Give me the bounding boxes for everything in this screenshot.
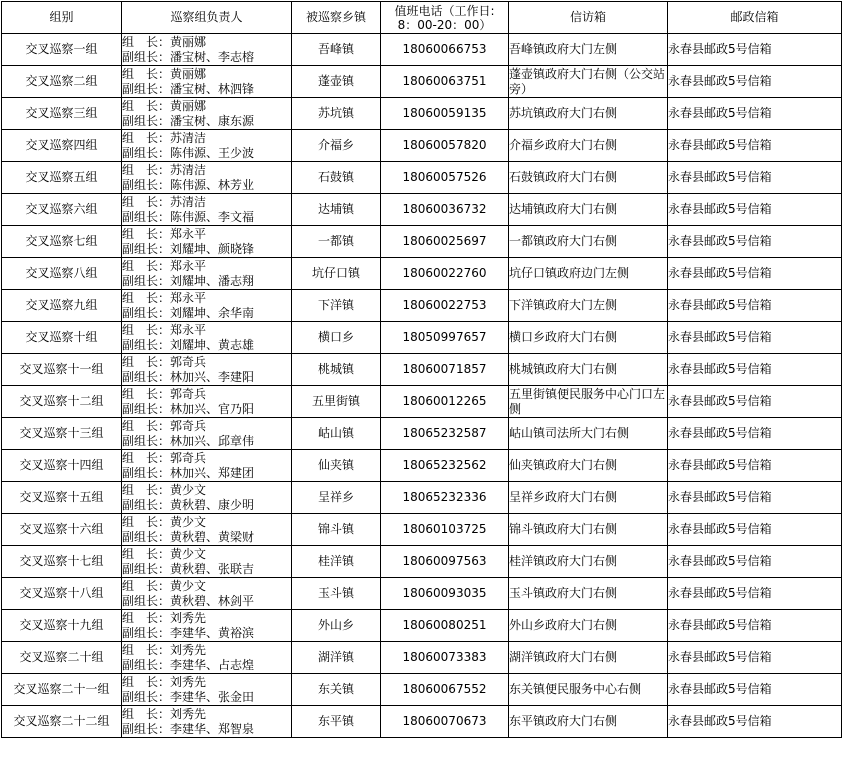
leader-name: 组 长：黄少文 bbox=[122, 578, 207, 593]
town-cell: 东平镇 bbox=[292, 706, 381, 738]
visit-box-cell: 东关镇便民服务中心右侧 bbox=[509, 674, 668, 706]
post-box-cell: 永春县邮政5号信箱 bbox=[668, 290, 842, 322]
group-cell: 交叉巡察十四组 bbox=[2, 450, 122, 482]
group-cell: 交叉巡察十六组 bbox=[2, 514, 122, 546]
phone-cell: 18060067552 bbox=[381, 674, 509, 706]
phone-cell: 18065232562 bbox=[381, 450, 509, 482]
group-cell: 交叉巡察九组 bbox=[2, 290, 122, 322]
visit-box-cell: 达埔镇政府大门右侧 bbox=[509, 194, 668, 226]
header-town: 被巡察乡镇 bbox=[292, 2, 381, 34]
phone-cell: 18065232587 bbox=[381, 418, 509, 450]
post-box-cell: 永春县邮政5号信箱 bbox=[668, 226, 842, 258]
visit-box-cell: 介福乡政府大门右侧 bbox=[509, 130, 668, 162]
header-row bbox=[2, 2, 842, 34]
visit-box-cell: 桂洋镇政府大门右侧 bbox=[509, 546, 668, 578]
post-box-cell: 永春县邮政5号信箱 bbox=[668, 450, 842, 482]
header-leader: 巡察组负责人 bbox=[122, 2, 292, 34]
post-box-cell: 永春县邮政5号信箱 bbox=[668, 130, 842, 162]
table-row bbox=[2, 66, 842, 98]
header-phone bbox=[381, 2, 509, 34]
post-box-cell: 永春县邮政5号信箱 bbox=[668, 674, 842, 706]
group-cell: 交叉巡察二组 bbox=[2, 66, 122, 98]
post-box-cell: 永春县邮政5号信箱 bbox=[668, 578, 842, 610]
leader-cell bbox=[122, 354, 292, 386]
visit-box-cell: 外山乡政府大门右侧 bbox=[509, 610, 668, 642]
visit-box-cell: 仙夹镇政府大门右侧 bbox=[509, 450, 668, 482]
town-cell: 达埔镇 bbox=[292, 194, 381, 226]
header-phone-line1: 值班电话（工作日: bbox=[394, 3, 495, 18]
group-cell: 交叉巡察六组 bbox=[2, 194, 122, 226]
leader-cell bbox=[122, 514, 292, 546]
leader-cell bbox=[122, 578, 292, 610]
phone-cell: 18060080251 bbox=[381, 610, 509, 642]
town-cell: 桂洋镇 bbox=[292, 546, 381, 578]
table-row bbox=[2, 706, 842, 738]
group-cell: 交叉巡察十八组 bbox=[2, 578, 122, 610]
post-box-cell: 永春县邮政5号信箱 bbox=[668, 418, 842, 450]
leader-cell bbox=[122, 386, 292, 418]
post-box-cell: 永春县邮政5号信箱 bbox=[668, 34, 842, 66]
deputy-names: 副组长：陈伟源、林芳业 bbox=[122, 177, 255, 192]
group-cell: 交叉巡察十七组 bbox=[2, 546, 122, 578]
table-row bbox=[2, 226, 842, 258]
deputy-names: 副组长：刘耀坤、余华南 bbox=[122, 305, 255, 320]
leader-name: 组 长：苏清洁 bbox=[122, 162, 207, 177]
phone-cell: 18060071857 bbox=[381, 354, 509, 386]
leader-name: 组 长：黄丽娜 bbox=[122, 98, 207, 113]
leader-name: 组 长：黄丽娜 bbox=[122, 34, 207, 49]
town-cell: 岵山镇 bbox=[292, 418, 381, 450]
phone-cell: 18060070673 bbox=[381, 706, 509, 738]
visit-box-cell: 湖洋镇政府大门右侧 bbox=[509, 642, 668, 674]
table-row bbox=[2, 546, 842, 578]
leader-name: 组 长：郑永平 bbox=[122, 258, 207, 273]
visit-box-cell: 玉斗镇政府大门右侧 bbox=[509, 578, 668, 610]
group-cell: 交叉巡察一组 bbox=[2, 34, 122, 66]
leader-cell bbox=[122, 34, 292, 66]
post-box-cell: 永春县邮政5号信箱 bbox=[668, 546, 842, 578]
phone-cell: 18050997657 bbox=[381, 322, 509, 354]
leader-name: 组 长：黄少文 bbox=[122, 514, 207, 529]
post-box-cell: 永春县邮政5号信箱 bbox=[668, 162, 842, 194]
town-cell: 玉斗镇 bbox=[292, 578, 381, 610]
leader-cell bbox=[122, 290, 292, 322]
table-body bbox=[2, 34, 842, 738]
town-cell: 吾峰镇 bbox=[292, 34, 381, 66]
town-cell: 五里街镇 bbox=[292, 386, 381, 418]
deputy-names: 副组长：林加兴、郑建团 bbox=[122, 465, 255, 480]
deputy-names: 副组长：刘耀坤、黄志雄 bbox=[122, 337, 255, 352]
phone-cell: 18060012265 bbox=[381, 386, 509, 418]
post-box-cell: 永春县邮政5号信箱 bbox=[668, 482, 842, 514]
visit-box-cell: 东平镇政府大门右侧 bbox=[509, 706, 668, 738]
leader-name: 组 长：刘秀先 bbox=[122, 642, 207, 657]
leader-name: 组 长：郭奇兵 bbox=[122, 354, 207, 369]
group-cell: 交叉巡察四组 bbox=[2, 130, 122, 162]
deputy-names: 副组长：李建华、郑智泉 bbox=[122, 721, 255, 736]
phone-cell: 18060022753 bbox=[381, 290, 509, 322]
deputy-names: 副组长：李建华、黄裕滨 bbox=[122, 625, 255, 640]
visit-box-cell: 桃城镇政府大门右侧 bbox=[509, 354, 668, 386]
phone-cell: 18065232336 bbox=[381, 482, 509, 514]
table-row bbox=[2, 290, 842, 322]
leader-name: 组 长：郑永平 bbox=[122, 322, 207, 337]
deputy-names: 副组长：潘宝树、康东源 bbox=[122, 113, 255, 128]
group-cell: 交叉巡察十三组 bbox=[2, 418, 122, 450]
group-cell: 交叉巡察五组 bbox=[2, 162, 122, 194]
town-cell: 一都镇 bbox=[292, 226, 381, 258]
visit-box-cell: 横口乡政府大门右侧 bbox=[509, 322, 668, 354]
leader-name: 组 长：苏清洁 bbox=[122, 194, 207, 209]
leader-cell bbox=[122, 610, 292, 642]
leader-cell bbox=[122, 450, 292, 482]
table-row bbox=[2, 194, 842, 226]
leader-cell bbox=[122, 482, 292, 514]
leader-cell bbox=[122, 706, 292, 738]
deputy-names: 副组长：林加兴、李建阳 bbox=[122, 369, 255, 384]
town-cell: 横口乡 bbox=[292, 322, 381, 354]
table-row bbox=[2, 386, 842, 418]
group-cell: 交叉巡察七组 bbox=[2, 226, 122, 258]
phone-cell: 18060059135 bbox=[381, 98, 509, 130]
leader-name: 组 长：郭奇兵 bbox=[122, 386, 207, 401]
leader-cell bbox=[122, 98, 292, 130]
leader-name: 组 长：苏清洁 bbox=[122, 130, 207, 145]
post-box-cell: 永春县邮政5号信箱 bbox=[668, 610, 842, 642]
table-row bbox=[2, 130, 842, 162]
phone-cell: 18060093035 bbox=[381, 578, 509, 610]
deputy-names: 副组长：陈伟源、李文福 bbox=[122, 209, 255, 224]
group-cell: 交叉巡察八组 bbox=[2, 258, 122, 290]
leader-cell bbox=[122, 674, 292, 706]
leader-name: 组 长：郑永平 bbox=[122, 226, 207, 241]
deputy-names: 副组长：黄秋碧、黄梁财 bbox=[122, 529, 255, 544]
visit-box-cell: 吾峰镇政府大门左侧 bbox=[509, 34, 668, 66]
deputy-names: 副组长：刘耀坤、潘志翔 bbox=[122, 273, 255, 288]
post-box-cell: 永春县邮政5号信箱 bbox=[668, 642, 842, 674]
town-cell: 坑仔口镇 bbox=[292, 258, 381, 290]
town-cell: 锦斗镇 bbox=[292, 514, 381, 546]
post-box-cell: 永春县邮政5号信箱 bbox=[668, 514, 842, 546]
town-cell: 蓬壶镇 bbox=[292, 66, 381, 98]
visit-box-cell: 五里街镇便民服务中心门口左侧 bbox=[509, 386, 668, 418]
table-row bbox=[2, 34, 842, 66]
phone-cell: 18060022760 bbox=[381, 258, 509, 290]
deputy-names: 副组长：林加兴、官乃阳 bbox=[122, 401, 255, 416]
table-row bbox=[2, 642, 842, 674]
town-cell: 苏坑镇 bbox=[292, 98, 381, 130]
leader-cell bbox=[122, 418, 292, 450]
group-cell: 交叉巡察十组 bbox=[2, 322, 122, 354]
deputy-names: 副组长：李建华、占志煌 bbox=[122, 657, 255, 672]
town-cell: 仙夹镇 bbox=[292, 450, 381, 482]
town-cell: 石鼓镇 bbox=[292, 162, 381, 194]
post-box-cell: 永春县邮政5号信箱 bbox=[668, 258, 842, 290]
deputy-names: 副组长：黄秋碧、张联吉 bbox=[122, 561, 255, 576]
leader-cell bbox=[122, 130, 292, 162]
table-row bbox=[2, 610, 842, 642]
town-cell: 桃城镇 bbox=[292, 354, 381, 386]
phone-cell: 18060073383 bbox=[381, 642, 509, 674]
leader-name: 组 长：郭奇兵 bbox=[122, 418, 207, 433]
visit-box-cell: 一都镇政府大门右侧 bbox=[509, 226, 668, 258]
post-box-cell: 永春县邮政5号信箱 bbox=[668, 354, 842, 386]
group-cell: 交叉巡察十一组 bbox=[2, 354, 122, 386]
group-cell: 交叉巡察二十二组 bbox=[2, 706, 122, 738]
deputy-names: 副组长：黄秋碧、林剑平 bbox=[122, 593, 255, 608]
visit-box-cell: 石鼓镇政府大门右侧 bbox=[509, 162, 668, 194]
leader-name: 组 长：郭奇兵 bbox=[122, 450, 207, 465]
town-cell: 呈祥乡 bbox=[292, 482, 381, 514]
post-box-cell: 永春县邮政5号信箱 bbox=[668, 66, 842, 98]
table-row bbox=[2, 258, 842, 290]
group-cell: 交叉巡察三组 bbox=[2, 98, 122, 130]
post-box-cell: 永春县邮政5号信箱 bbox=[668, 706, 842, 738]
table-row bbox=[2, 162, 842, 194]
town-cell: 下洋镇 bbox=[292, 290, 381, 322]
town-cell: 介福乡 bbox=[292, 130, 381, 162]
table-row bbox=[2, 418, 842, 450]
leader-cell bbox=[122, 226, 292, 258]
visit-box-cell: 下洋镇政府大门左侧 bbox=[509, 290, 668, 322]
phone-cell: 18060057526 bbox=[381, 162, 509, 194]
phone-cell: 18060057820 bbox=[381, 130, 509, 162]
leader-cell bbox=[122, 642, 292, 674]
group-cell: 交叉巡察二十一组 bbox=[2, 674, 122, 706]
phone-cell: 18060097563 bbox=[381, 546, 509, 578]
phone-cell: 18060103725 bbox=[381, 514, 509, 546]
table-row bbox=[2, 322, 842, 354]
table-row bbox=[2, 450, 842, 482]
inspection-schedule-table bbox=[1, 1, 842, 738]
visit-box-cell: 锦斗镇政府大门右侧 bbox=[509, 514, 668, 546]
group-cell: 交叉巡察十九组 bbox=[2, 610, 122, 642]
phone-cell: 18060036732 bbox=[381, 194, 509, 226]
table-row bbox=[2, 354, 842, 386]
leader-cell bbox=[122, 258, 292, 290]
post-box-cell: 永春县邮政5号信箱 bbox=[668, 386, 842, 418]
phone-cell: 18060066753 bbox=[381, 34, 509, 66]
deputy-names: 副组长：潘宝树、林泗锋 bbox=[122, 81, 255, 96]
town-cell: 东关镇 bbox=[292, 674, 381, 706]
deputy-names: 副组长：林加兴、邱章伟 bbox=[122, 433, 255, 448]
deputy-names: 副组长：潘宝树、李志榕 bbox=[122, 49, 255, 64]
leader-name: 组 长：黄少文 bbox=[122, 546, 207, 561]
table-row bbox=[2, 482, 842, 514]
header-visit-box: 信访箱 bbox=[509, 2, 668, 34]
leader-name: 组 长：黄丽娜 bbox=[122, 66, 207, 81]
visit-box-cell: 坑仔口镇政府边门左侧 bbox=[509, 258, 668, 290]
leader-name: 组 长：黄少文 bbox=[122, 482, 207, 497]
leader-cell bbox=[122, 66, 292, 98]
group-cell: 交叉巡察二十组 bbox=[2, 642, 122, 674]
deputy-names: 副组长：刘耀坤、颜晓锋 bbox=[122, 241, 255, 256]
post-box-cell: 永春县邮政5号信箱 bbox=[668, 194, 842, 226]
leader-cell bbox=[122, 322, 292, 354]
table-row bbox=[2, 98, 842, 130]
post-box-cell: 永春县邮政5号信箱 bbox=[668, 322, 842, 354]
leader-name: 组 长：郑永平 bbox=[122, 290, 207, 305]
visit-box-cell: 岵山镇司法所大门右侧 bbox=[509, 418, 668, 450]
visit-box-cell: 呈祥乡政府大门右侧 bbox=[509, 482, 668, 514]
group-cell: 交叉巡察十五组 bbox=[2, 482, 122, 514]
town-cell: 湖洋镇 bbox=[292, 642, 381, 674]
phone-cell: 18060025697 bbox=[381, 226, 509, 258]
leader-name: 组 长：刘秀先 bbox=[122, 706, 207, 721]
table-row bbox=[2, 514, 842, 546]
visit-box-cell: 苏坑镇政府大门右侧 bbox=[509, 98, 668, 130]
post-box-cell: 永春县邮政5号信箱 bbox=[668, 98, 842, 130]
table-row bbox=[2, 674, 842, 706]
header-post-box: 邮政信箱 bbox=[668, 2, 842, 34]
phone-cell: 18060063751 bbox=[381, 66, 509, 98]
visit-box-cell: 蓬壶镇政府大门右侧（公交站旁） bbox=[509, 66, 668, 98]
leader-name: 组 长：刘秀先 bbox=[122, 610, 207, 625]
town-cell: 外山乡 bbox=[292, 610, 381, 642]
deputy-names: 副组长：陈伟源、王少波 bbox=[122, 145, 255, 160]
table-row bbox=[2, 578, 842, 610]
deputy-names: 副组长：李建华、张金田 bbox=[122, 689, 255, 704]
leader-cell bbox=[122, 546, 292, 578]
header-phone-line2: 8：00-20：00） bbox=[397, 17, 492, 32]
header-group: 组别 bbox=[2, 2, 122, 34]
leader-cell bbox=[122, 162, 292, 194]
group-cell: 交叉巡察十二组 bbox=[2, 386, 122, 418]
leader-cell bbox=[122, 194, 292, 226]
leader-name: 组 长：刘秀先 bbox=[122, 674, 207, 689]
deputy-names: 副组长：黄秋碧、康少明 bbox=[122, 497, 255, 512]
